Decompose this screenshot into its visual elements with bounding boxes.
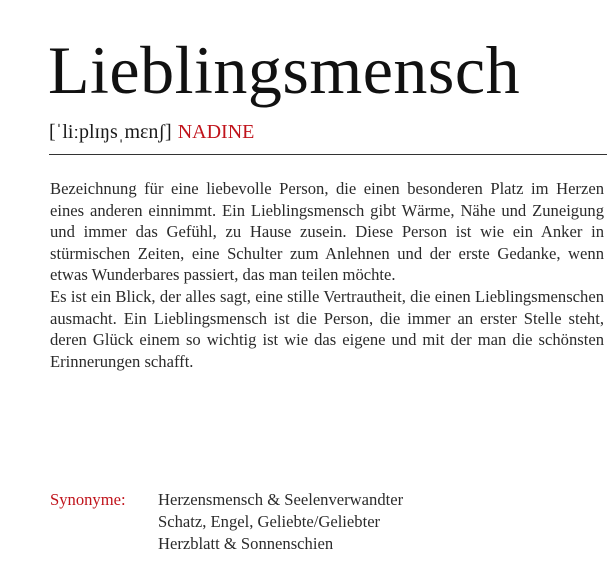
synonym-item: Herzensmensch & Seelenverwandter xyxy=(158,490,404,509)
divider-line xyxy=(49,154,607,155)
synonym-item: Schatz, Engel, Geliebte/Geliebter xyxy=(158,512,381,531)
synonyms-list xyxy=(158,489,403,555)
synonyms-label: Synonyme: xyxy=(50,490,126,509)
pronunciation-line xyxy=(49,119,254,145)
phonetic-transcription: [ˈliːplɪŋsˌmɛnʃ] xyxy=(49,121,172,143)
entry-title: Lieblingsmensch xyxy=(48,32,521,108)
synonym-item: Herzblatt & Sonnenschien xyxy=(158,534,334,553)
definition-paragraph: Bezeichnung für eine liebevolle Person, die einen besonderen Platz im Herzen eines anderen einnimmt. Ein Lieblingsmensch gibt Wärme, Nähe und Zuneigung und immer das Gefühl, zu Hause zusein. Diese Person ist wie ein Anker in stürmischen Zeiten, eine Schulter zum Anlehnen und der erste Gedanke, wenn etwas Wunderbares passiert, das man teilen möchte. xyxy=(50,179,604,285)
dedication-name: NADINE xyxy=(177,121,255,143)
definition-paragraph: Es ist ein Blick, der alles sagt, eine stille Vertrautheit, die einen Lieblingsmenschen ausmacht. Ein Lieblingsmensch ist die Person, die immer an erster Stelle steht, deren Glück einem so wichtig ist wie das eigene und mit der man die schönsten Erinnerungen schafft. xyxy=(50,286,604,371)
definition-text xyxy=(50,178,604,372)
